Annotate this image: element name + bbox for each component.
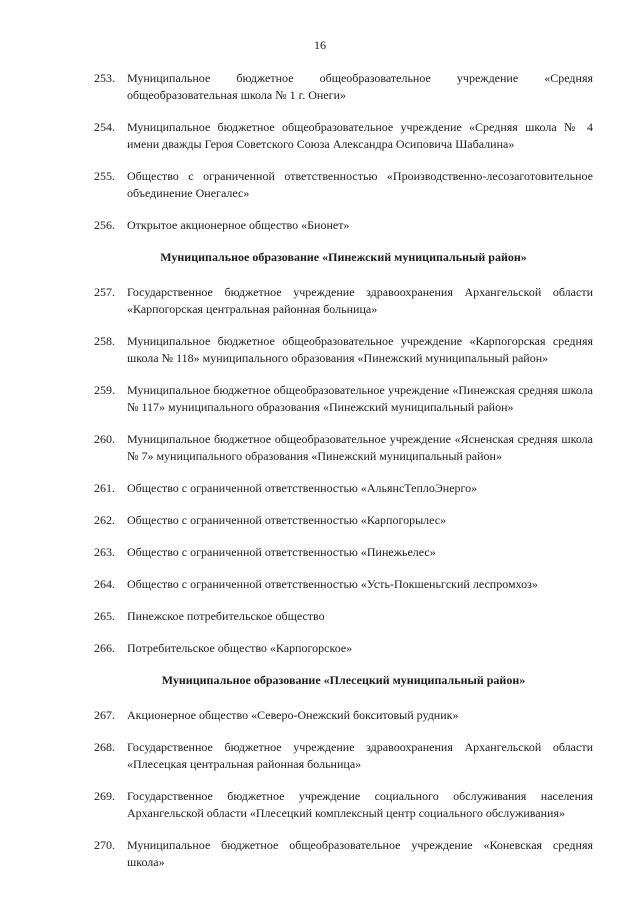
list-item (94, 119, 593, 153)
item-text: Муниципальное бюджетное общеобразовательное учреждение «Коневская средняя школа» (127, 838, 593, 869)
item-text: Акционерное общество «Северо-Онежский бокситовый рудник» (127, 708, 459, 722)
item-text: Пинежское потребительское общество (127, 609, 325, 623)
item-number: 263. (94, 545, 115, 559)
item-number: 267. (94, 708, 115, 722)
list-item (94, 168, 593, 202)
list-item (94, 217, 593, 234)
item-text: Открытое акционерное общество «Бионет» (127, 218, 350, 232)
list-item (94, 70, 593, 104)
list-item (94, 576, 593, 593)
item-number: 258. (94, 334, 115, 348)
item-text: Муниципальное бюджетное общеобразовательное учреждение «Средняя общеобразовательная школа № 1 г. Онеги» (127, 71, 593, 102)
list-item (94, 431, 593, 465)
item-text: Государственное бюджетное учреждение социального обслуживания населения Архангельской области «Плесецкий комплексный центр социального обслуживания» (127, 789, 593, 820)
item-number: 265. (94, 609, 115, 623)
section-heading: Муниципальное образование «Плесецкий муниципальный район» (161, 673, 526, 687)
item-text: Государственное бюджетное учреждение здравоохранения Архангельской области «Плесецкая центральная районная больница» (127, 740, 593, 771)
item-number: 260. (94, 432, 115, 446)
list-item (94, 480, 593, 497)
list-item (94, 382, 593, 416)
item-number: 264. (94, 577, 115, 591)
list-item (94, 608, 593, 625)
item-text: Общество с ограниченной ответственностью «Карпогорылес» (127, 513, 447, 527)
item-text: Муниципальное бюджетное общеобразовательное учреждение «Пинежская средняя школа № 117» муниципального образования «Пинежский муниципальный район» (127, 383, 593, 414)
item-text: Потребительское общество «Карпогорское» (127, 641, 353, 655)
item-number: 262. (94, 513, 115, 527)
item-text: Общество с ограниченной ответственностью «Пинежьелес» (127, 545, 436, 559)
item-text: Общество с ограниченной ответственностью «Усть-Покшеньгский леспромхоз» (127, 577, 538, 591)
list-item (94, 707, 593, 724)
document-body (94, 70, 593, 886)
list-item (94, 512, 593, 529)
item-text: Муниципальное бюджетное общеобразовательное учреждение «Карпогорская средняя школа № 118» муниципального образования «Пинежский муниципальный район» (127, 334, 593, 365)
item-number: 270. (94, 838, 115, 852)
item-number: 261. (94, 481, 115, 495)
list-item (94, 739, 593, 773)
item-number: 257. (94, 285, 115, 299)
item-number: 259. (94, 383, 115, 397)
list-item (94, 837, 593, 871)
item-text: Муниципальное бюджетное общеобразовательное учреждение «Средняя школа № 4 имени дважды Героя Советского Союза Александра Осиповича Шабалина» (127, 120, 593, 151)
list-item (94, 640, 593, 657)
item-number: 255. (94, 169, 115, 183)
page-number: 16 (314, 38, 326, 52)
section-heading: Муниципальное образование «Пинежский муниципальный район» (160, 250, 527, 264)
item-number: 253. (94, 71, 115, 85)
item-number: 268. (94, 740, 115, 754)
list-item (94, 788, 593, 822)
item-number: 256. (94, 218, 115, 232)
list-item (94, 284, 593, 318)
item-text: Муниципальное бюджетное общеобразовательное учреждение «Ясненская средняя школа № 7» муниципального образования «Пинежский муниципальный район» (127, 432, 593, 463)
item-number: 269. (94, 789, 115, 803)
item-text: Государственное бюджетное учреждение здравоохранения Архангельской области «Карпогорская центральная районная больница» (127, 285, 593, 316)
item-text: Общество с ограниченной ответственностью «Производственно-лесозаготовительное объединение Онегалес» (127, 169, 593, 200)
item-text: Общество с ограниченной ответственностью «АльянсТеплоЭнерго» (127, 481, 478, 495)
item-number: 254. (94, 120, 115, 134)
list-item (94, 544, 593, 561)
item-number: 266. (94, 641, 115, 655)
list-item (94, 333, 593, 367)
